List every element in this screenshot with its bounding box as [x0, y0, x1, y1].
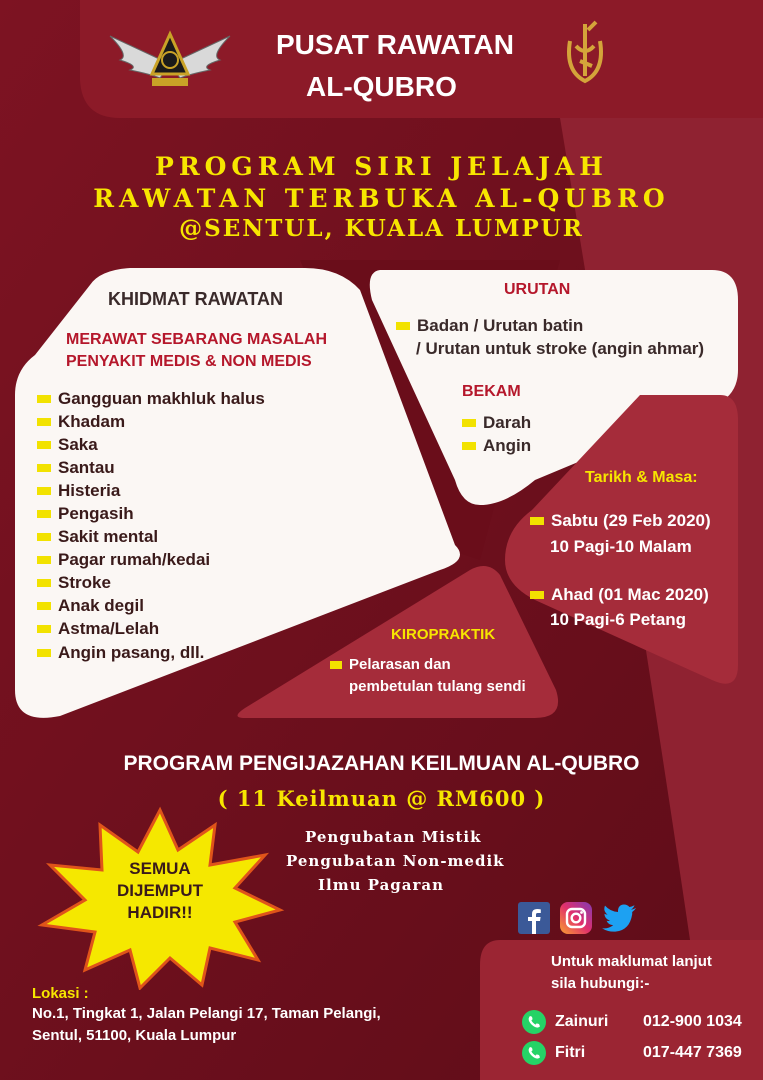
list-item: Anak degil [37, 595, 265, 618]
winged-emblem-icon [100, 26, 240, 96]
pengijazahan-offer: ( 11 Keilmuan @ RM600 ) [217, 786, 546, 811]
khidmat-subheading-line1: MERAWAT SEBARANG MASALAH [66, 331, 328, 348]
kiropraktik-line1: Pelarasan dan [330, 656, 451, 673]
pengijazahan-item: Ilmu Pagaran [318, 876, 445, 894]
list-item: Pengasih [37, 502, 265, 525]
bekam-item: Angin [462, 436, 531, 456]
list-item: Saka [37, 433, 265, 456]
list-item: Pagar rumah/kedai [37, 549, 265, 572]
program-title-line3: @SENTUL, KUALA LUMPUR [179, 215, 584, 242]
calligraphy-emblem-icon [560, 16, 610, 96]
contact-name: Fitri [555, 1044, 586, 1061]
contact-intro-line1: Untuk maklumat lanjut [551, 953, 712, 970]
contact-intro-line2: sila hubungi:- [551, 975, 650, 992]
list-item: Gangguan makhluk halus [37, 387, 265, 410]
pengijazahan-item: Pengubatan Non-medik [286, 852, 505, 870]
contact-name: Zainuri [555, 1013, 609, 1030]
location-line1: No.1, Tingkat 1, Jalan Pelangi 17, Taman Pelangi, [32, 1005, 381, 1022]
contact-row[interactable] [521, 1009, 742, 1035]
urutan-line1: Badan / Urutan batin [396, 316, 583, 336]
list-item: Stroke [37, 572, 265, 595]
whatsapp-icon [521, 1009, 547, 1035]
whatsapp-icon [521, 1040, 547, 1066]
instagram-icon[interactable] [560, 902, 592, 934]
burst-line2: DIJEMPUT [117, 881, 203, 900]
burst-text [30, 858, 290, 924]
list-item: Astma/Lelah [37, 618, 265, 641]
list-item: Angin pasang, dll. [37, 641, 265, 664]
bekam-item: Darah [462, 413, 531, 433]
pengijazahan-title: PROGRAM PENGIJAZAHAN KEILMUAN AL-QUBRO [123, 752, 640, 775]
left-logo [100, 26, 240, 101]
twitter-icon[interactable] [602, 902, 638, 934]
list-item: Sakit mental [37, 526, 265, 549]
header-title-line1: PUSAT RAWATAN [276, 29, 514, 60]
header-title-line2: AL-QUBRO [306, 71, 457, 102]
schedule-heading: Tarikh & Masa: [585, 469, 698, 486]
facebook-icon[interactable] [518, 902, 550, 934]
contact-row[interactable] [521, 1040, 742, 1066]
contact-phone: 012-900 1034 [643, 1013, 742, 1030]
list-item: Santau [37, 456, 265, 479]
kiropraktik-line2: pembetulan tulang sendi [349, 678, 526, 695]
schedule-day2-date: Ahad (01 Mac 2020) [530, 585, 709, 605]
location-label: Lokasi : [32, 985, 89, 1002]
urutan-line2: / Urutan untuk stroke (angin ahmar) [416, 339, 705, 358]
kiropraktik-heading: KIROPRAKTIK [391, 626, 496, 643]
program-title-line1: PROGRAM SIRI JELAJAH [155, 152, 608, 181]
list-item: Histeria [37, 479, 265, 502]
list-item: Khadam [37, 410, 265, 433]
schedule-day1-date: Sabtu (29 Feb 2020) [530, 511, 711, 531]
khidmat-heading: KHIDMAT RAWATAN [108, 289, 283, 309]
contact-phone: 017-447 7369 [643, 1044, 742, 1061]
burst-line1: SEMUA [129, 859, 191, 878]
burst-line3: HADIR!! [127, 903, 193, 922]
bekam-heading: BEKAM [462, 383, 521, 400]
schedule-day2-time: 10 Pagi-6 Petang [550, 610, 687, 629]
khidmat-list [37, 387, 265, 664]
location-line2: Sentul, 51100, Kuala Lumpur [32, 1027, 237, 1044]
schedule-day1-time: 10 Pagi-10 Malam [550, 537, 692, 556]
program-title-line2: RAWATAN TERBUKA AL-QUBRO [93, 184, 670, 213]
right-logo [560, 16, 610, 101]
pengijazahan-item: Pengubatan Mistik [305, 828, 482, 846]
urutan-heading: URUTAN [504, 281, 571, 298]
social-icons [518, 902, 638, 934]
khidmat-subheading-line2: PENYAKIT MEDIS & NON MEDIS [66, 353, 312, 370]
